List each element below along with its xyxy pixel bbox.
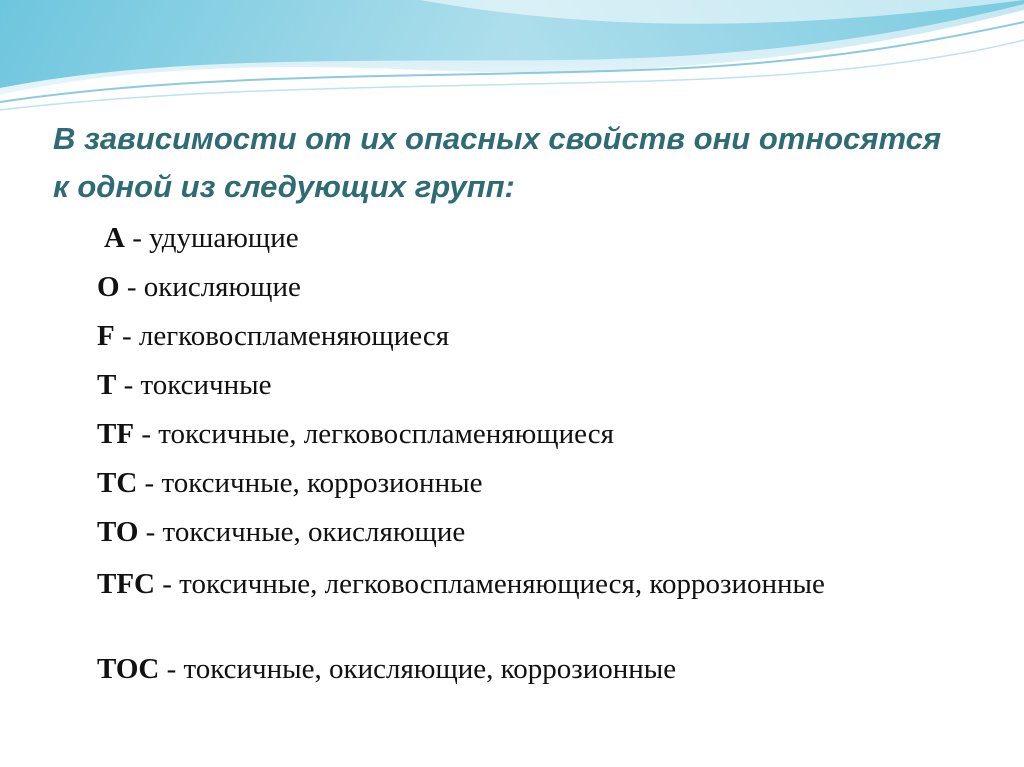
list-item [97, 653, 676, 686]
group-description: - токсичные, окисляющие, коррозионные [159, 653, 677, 685]
group-description: - удушающие [124, 222, 299, 254]
group-code: TO [97, 516, 139, 548]
group-code: TOC [97, 653, 160, 685]
list-item [97, 320, 449, 353]
group-description: - токсичные, легковоспламеняющиеся [134, 418, 614, 450]
group-description: - токсичные [116, 369, 272, 401]
group-description: - токсичные, окисляющие [138, 516, 466, 548]
list-item [90, 563, 830, 605]
list-item [97, 271, 301, 304]
list-item [97, 516, 465, 549]
group-code: TF [97, 418, 135, 450]
list-item [97, 369, 272, 402]
group-code: TC [97, 467, 138, 499]
list-item [104, 222, 299, 255]
slide-title: В зависимости от их опасных свойств они относятся к одной из следующих групп: [53, 121, 942, 204]
group-code: A [104, 222, 125, 254]
list-item [97, 467, 482, 500]
group-description: - легковоспламеняющиеся [114, 320, 450, 352]
group-code: TFC [97, 568, 155, 600]
group-code: F [97, 320, 115, 352]
group-description: - токсичные, легковоспламеняющиеся, коррозионные [155, 568, 825, 600]
group-description: - токсичные, коррозионные [137, 467, 483, 499]
group-description: - окисляющие [119, 271, 301, 303]
group-code: T [97, 369, 117, 401]
group-code: O [97, 271, 120, 303]
list-item [97, 418, 614, 451]
